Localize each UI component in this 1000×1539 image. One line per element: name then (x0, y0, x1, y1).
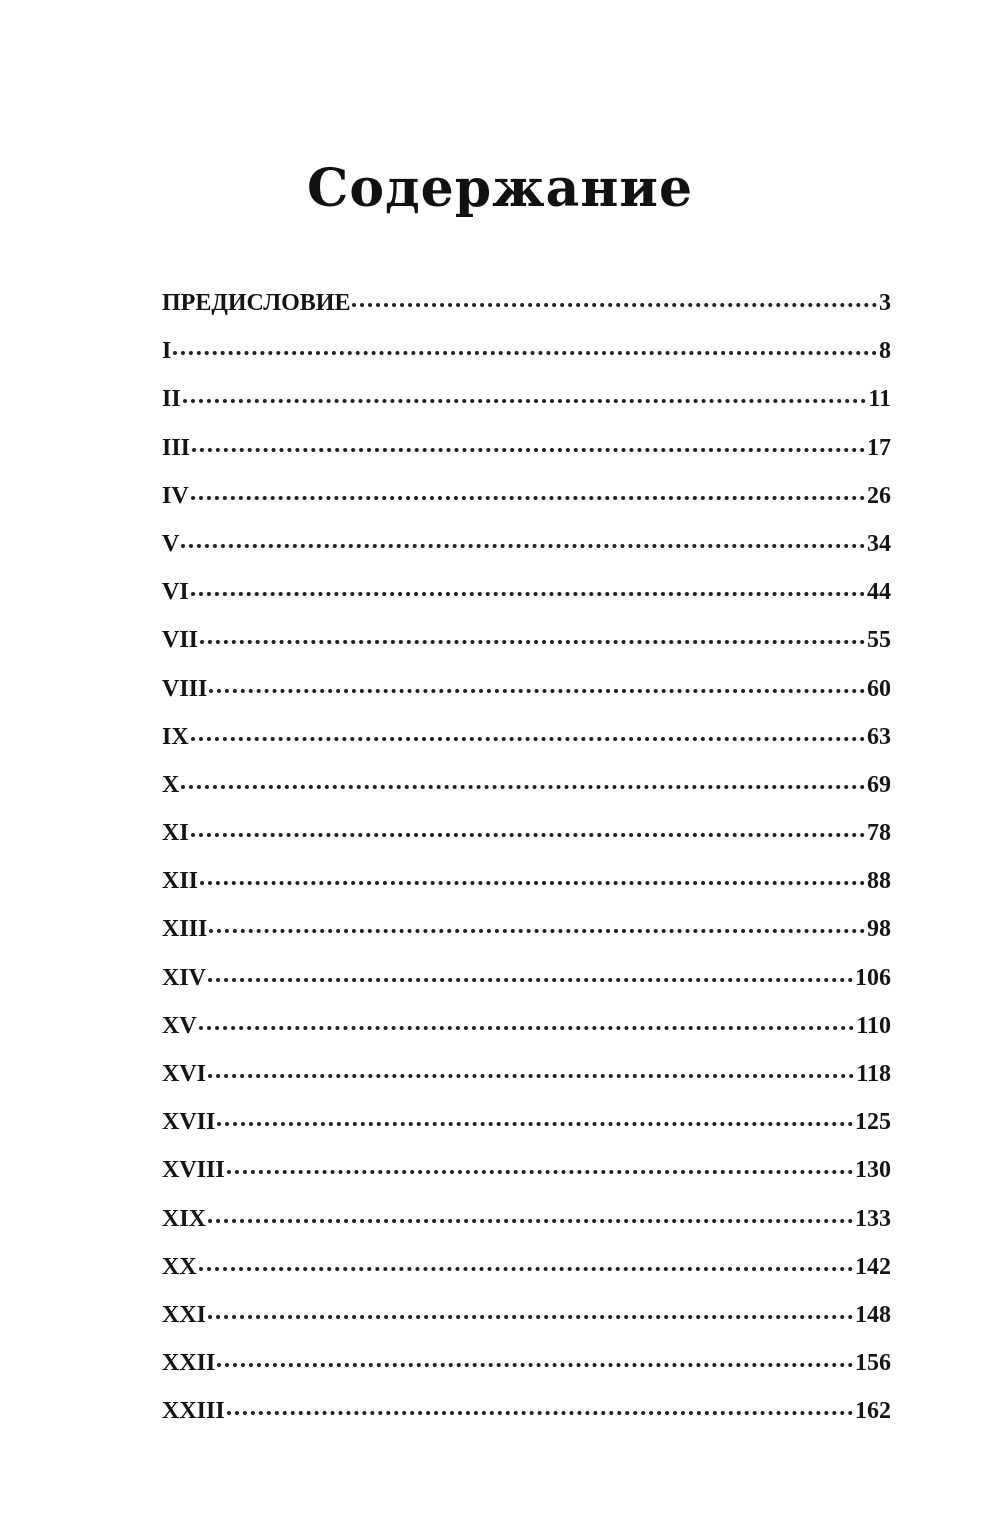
toc-entry-label: XV (162, 1012, 197, 1039)
dot-leader (200, 640, 865, 644)
toc-entry-label: V (162, 530, 180, 557)
dot-leader (173, 351, 877, 355)
dot-leader (209, 929, 865, 933)
toc-entry (162, 820, 891, 868)
dot-leader (227, 1170, 853, 1174)
toc-entry-page: 106 (855, 964, 891, 991)
toc-entry (162, 868, 891, 916)
toc-entry-label: XII (162, 868, 199, 895)
toc-entry-label: IX (162, 723, 189, 750)
toc-entry-page: 98 (867, 916, 891, 943)
toc-entry (162, 1350, 891, 1398)
dot-leader (199, 1267, 853, 1271)
toc-entry (162, 435, 891, 483)
toc-entry-page: 130 (855, 1157, 891, 1184)
toc-entry (162, 386, 891, 434)
toc-entry (162, 290, 891, 338)
dot-leader (191, 833, 865, 837)
toc-entry (162, 627, 891, 675)
toc-entry-label: XIV (162, 964, 207, 991)
toc-entry-label: XX (162, 1253, 197, 1280)
toc-entry (162, 1398, 891, 1446)
table-of-contents (162, 290, 891, 1447)
toc-entry-label: XIII (162, 916, 208, 943)
dot-leader (352, 303, 877, 307)
dot-leader (209, 689, 865, 693)
dot-leader (181, 544, 865, 548)
toc-entry-page: 133 (855, 1205, 891, 1232)
toc-entry-label: ПРЕДИСЛОВИЕ (162, 290, 351, 316)
toc-entry-page: 3 (879, 290, 891, 316)
toc-entry-label: VII (162, 627, 199, 654)
toc-entry-page: 8 (879, 338, 891, 365)
dot-leader (200, 881, 865, 885)
toc-entry (162, 724, 891, 772)
toc-entry-page: 34 (867, 530, 891, 557)
dot-leader (183, 399, 867, 403)
toc-entry (162, 483, 891, 531)
toc-entry-label: XVI (162, 1061, 207, 1087)
toc-entry-label: XVIII (162, 1157, 225, 1184)
toc-entry-label: XXIII (162, 1398, 225, 1425)
dot-leader (192, 448, 865, 452)
toc-entry-page: 125 (855, 1109, 891, 1136)
toc-entry-label: XXII (162, 1350, 216, 1377)
dot-leader (217, 1122, 853, 1126)
toc-entry (162, 1254, 891, 1302)
toc-entry (162, 531, 891, 579)
dot-leader (181, 785, 865, 789)
toc-entry-page: 148 (855, 1301, 891, 1328)
dot-leader (208, 1219, 853, 1223)
toc-entry-label: XIX (162, 1205, 207, 1232)
toc-entry (162, 1109, 891, 1157)
dot-leader (191, 496, 865, 500)
toc-entry (162, 965, 891, 1013)
toc-entry-label: VI (162, 579, 189, 606)
toc-entry (162, 338, 891, 386)
toc-entry-page: 88 (867, 868, 891, 895)
toc-entry-page: 156 (855, 1350, 891, 1377)
toc-entry-page: 78 (867, 820, 891, 847)
toc-entry (162, 1061, 891, 1109)
toc-entry-page: 63 (867, 723, 891, 750)
toc-entry-page: 17 (867, 434, 891, 461)
dot-leader (208, 978, 853, 982)
toc-entry-page: 118 (856, 1061, 891, 1087)
dot-leader (208, 1315, 853, 1319)
toc-entry-label: VIII (162, 675, 208, 702)
toc-entry (162, 1013, 891, 1061)
toc-entry-label: XVII (162, 1109, 216, 1136)
toc-entry (162, 1206, 891, 1254)
toc-entry-label: XXI (162, 1301, 207, 1328)
toc-entry-label: XI (162, 820, 189, 847)
toc-entry (162, 1157, 891, 1205)
toc-entry-label: X (162, 771, 180, 798)
toc-entry (162, 676, 891, 724)
toc-entry (162, 1302, 891, 1350)
toc-entry-page: 55 (867, 627, 891, 654)
toc-entry-label: IV (162, 482, 189, 509)
toc-entry-page: 26 (867, 482, 891, 509)
toc-entry (162, 772, 891, 820)
dot-leader (191, 737, 865, 741)
toc-entry-page: 44 (867, 579, 891, 606)
dot-leader (191, 592, 865, 596)
toc-entry-page: 110 (856, 1012, 891, 1039)
toc-entry-page: 69 (867, 771, 891, 798)
toc-entry-page: 60 (867, 675, 891, 702)
toc-entry-label: III (162, 434, 191, 461)
toc-entry-label: II (162, 386, 181, 413)
dot-leader (208, 1074, 854, 1078)
dot-leader (227, 1411, 853, 1415)
toc-entry-label: I (162, 338, 172, 365)
dot-leader (217, 1363, 853, 1367)
toc-entry (162, 579, 891, 627)
toc-entry-page: 142 (855, 1253, 891, 1280)
page-title: Содержание (306, 157, 694, 219)
dot-leader (199, 1026, 855, 1030)
toc-entry-page: 162 (855, 1398, 891, 1425)
toc-entry (162, 916, 891, 964)
toc-entry-page: 11 (868, 386, 891, 413)
